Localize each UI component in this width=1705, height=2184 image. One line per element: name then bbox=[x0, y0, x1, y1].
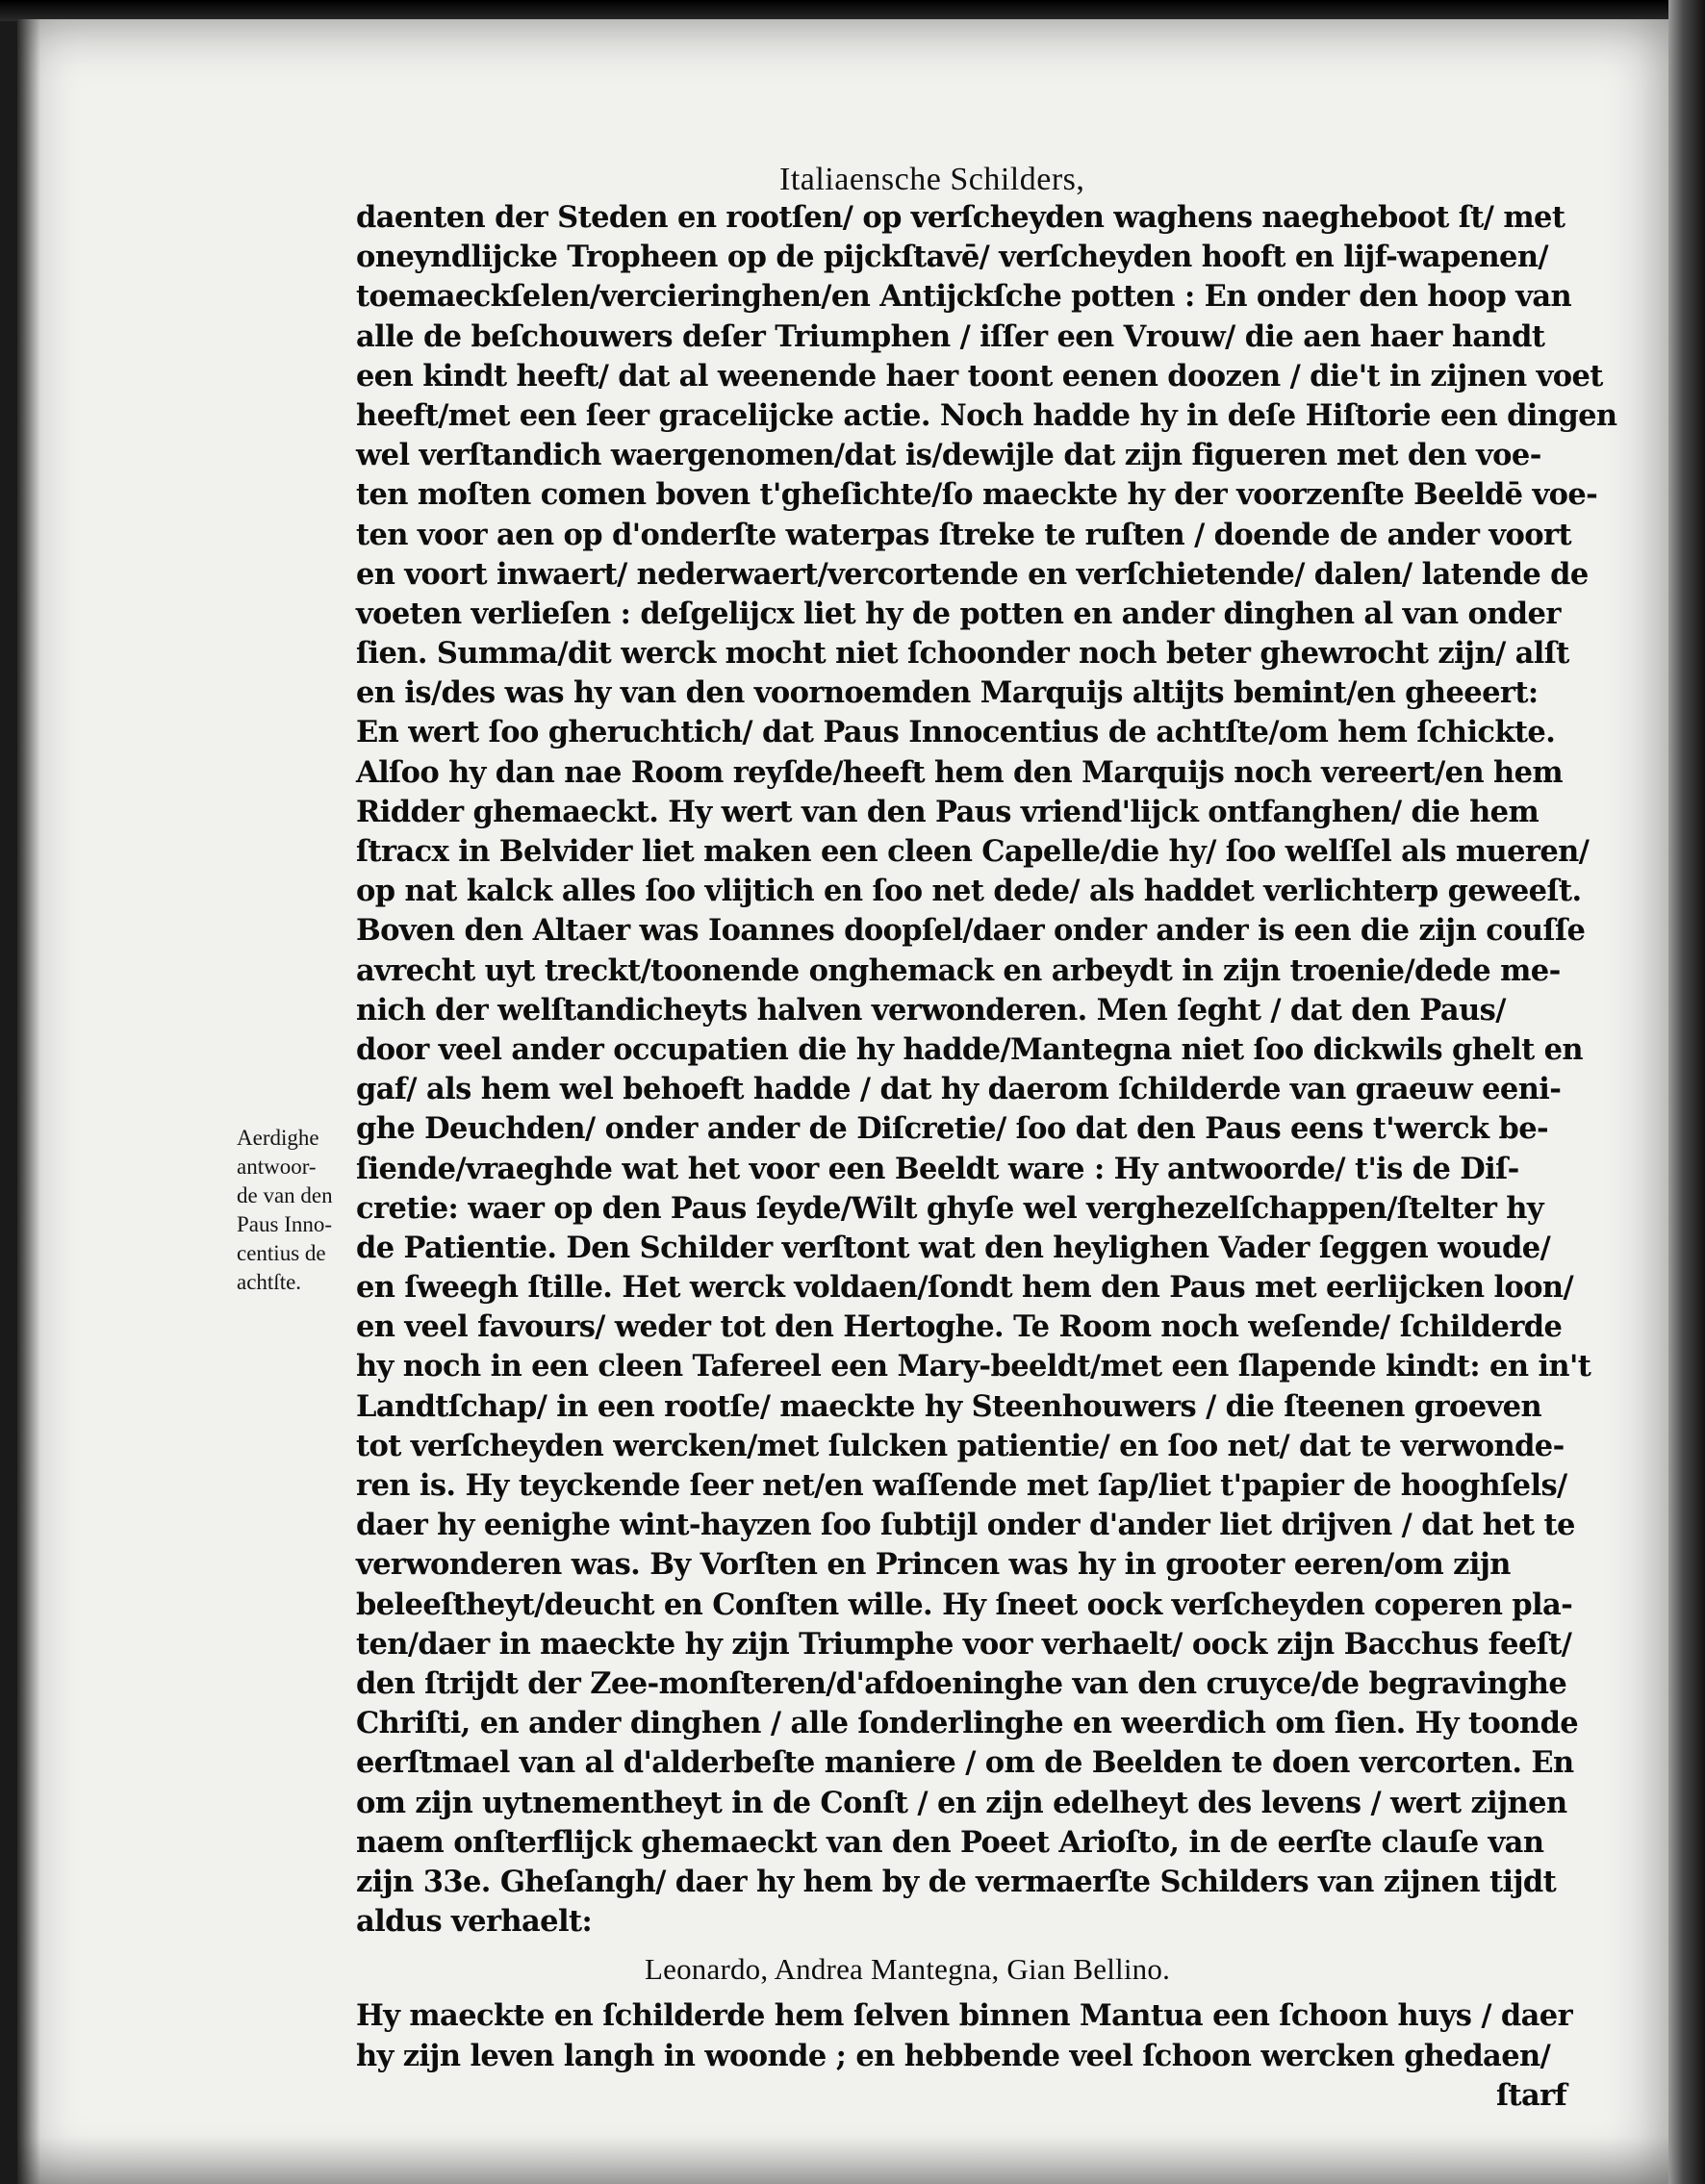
body-line: Chriſti, en ander dinghen / alle ſonderlinghe en weerdich om ſien. Hy toonde bbox=[356, 1706, 1579, 1741]
body-line: daer hy eenighe wint-hayzen ſoo ſubtijl onder d'ander liet drijven / dat het te bbox=[356, 1508, 1575, 1543]
body-line: daenten der Steden en rootſen/ op verſcheyden waghens naegheboot ſt/ met bbox=[356, 200, 1565, 235]
body-line: hy zijn leven langh in woonde ; en hebbende veel ſchoon wercken ghedaen/ bbox=[356, 2038, 1551, 2073]
body-line: ten/daer in maeckte hy zijn Triumphe voor verhaelt/ oock zijn Bacchus feeſt/ bbox=[356, 1626, 1572, 1662]
body-line: ten voor aen op d'onderſte waterpas ſtreke te ruſten / doende de ander voort bbox=[356, 517, 1571, 552]
body-line: avrecht uyt treckt/toonende onghemack en arbeydt in zijn troenie/dede me- bbox=[356, 952, 1561, 988]
page-bottom-stain bbox=[17, 2136, 1668, 2184]
body-line: op nat kalck alles ſoo vlijtich en ſoo net dede/ als haddet verlichterp geweeſt. bbox=[356, 874, 1582, 909]
body-line: ren is. Hy teyckende ſeer net/en waſſende met ſap/liet t'papier de hooghſels/ bbox=[356, 1468, 1567, 1503]
body-line: Hy maeckte en ſchilderde hem ſelven binnen Mantua een ſchoon huys / daer bbox=[356, 1998, 1573, 2034]
catchword: ſtarf bbox=[1496, 2077, 1567, 2113]
scan-right-edge bbox=[1668, 0, 1705, 2184]
body-line: zijn 33e. Gheſangh/ daer hy hem by de vermaerſte Schilders van zijnen tijdt bbox=[356, 1864, 1557, 1899]
body-line: Ridder ghemaeckt. Hy wert van den Paus vriend'lijck ontfanghen/ die hem bbox=[356, 794, 1540, 829]
body-line: beleeſtheyt/deucht en Conſten wille. Hy ſneet oock verſcheyden coperen pla- bbox=[356, 1587, 1573, 1622]
body-line: Boven den Altaer was Ioannes doopſel/daer onder ander is een die zijn couſſe bbox=[356, 913, 1586, 949]
body-line: Landtſchap/ in een rootſe/ maeckte hy Steenhouwers / die ſteenen groeven bbox=[356, 1388, 1542, 1424]
body-line: en voort inwaert/ nederwaert/vercortende en verſchietende/ dalen/ latende de bbox=[356, 556, 1589, 592]
running-head: Italiaensche Schilders, bbox=[779, 162, 1085, 197]
body-line: een kindt heeft/ dat al weenende haer toont eenen doozen / die't in zijnen voet bbox=[356, 358, 1603, 394]
margin-note-line: centius de bbox=[237, 1241, 326, 1265]
body-line: naem onſterflijck ghemaeckt van den Poeet Arioſto, in de eerſte clauſe van bbox=[356, 1824, 1544, 1860]
body-line: toemaeckſelen/vercieringhen/en Antijckſche potten : En onder den hoop van bbox=[356, 279, 1572, 315]
body-line: ghe Deuchden/ onder ander de Diſcretie/ ſoo dat den Paus eens t'werck be- bbox=[356, 1111, 1549, 1147]
body-line: aldus verhaelt: bbox=[356, 1904, 593, 1940]
body-line: heeft/met een ſeer gracelijcke actie. Noch hadde hy in deſe Hiſtorie een dingen bbox=[356, 397, 1617, 433]
margin-note-line: de van den bbox=[237, 1183, 333, 1207]
margin-note-line: antwoor- bbox=[237, 1155, 317, 1179]
body-line: voeten verlieſen : deſgelijcx liet hy de potten en ander dinghen al van onder bbox=[356, 596, 1561, 631]
body-line: alle de beſchouwers deſer Triumphen / iſſer een Vrouw/ die aen haer handt bbox=[356, 318, 1545, 354]
body-line: gaf/ als hem wel behoeft hadde / dat hy daerom ſchilderde van graeuw eeni- bbox=[356, 1072, 1562, 1107]
body-line: den ſtrijdt der Zee-monſteren/d'afdoeninghe van den cruyce/de begravinghe bbox=[356, 1665, 1567, 1701]
body-line: En wert ſoo gheruchtich/ dat Paus Innocentius de achtſte/om hem ſchickte. bbox=[356, 715, 1556, 750]
book-page bbox=[17, 19, 1668, 2184]
body-line: nich der welſtandicheyts halven verwonderen. Men ſeght / dat den Paus/ bbox=[356, 992, 1506, 1028]
body-line: verwonderen was. By Vorſten en Princen was hy in grooter eeren/om zijn bbox=[356, 1547, 1511, 1583]
body-line: ſiende/vraeghde wat het voor een Beeldt ware : Hy antwoorde/ t'is de Diſ- bbox=[356, 1151, 1519, 1186]
body-line: om zijn uytnementheyt in de Conſt / en zijn edelheyt des levens / wert zijnen bbox=[356, 1785, 1567, 1820]
margin-note-line: Aerdighe bbox=[237, 1126, 319, 1150]
scan-top-edge bbox=[0, 0, 1705, 21]
margin-note-line: Paus Inno- bbox=[237, 1212, 333, 1236]
body-text bbox=[356, 198, 1626, 2116]
margin-note-line: achtſte. bbox=[237, 1270, 302, 1294]
page-gutter-shadow bbox=[17, 19, 40, 2184]
body-line: oneyndlijcke Tropheen op de pijckſtavē/ verſcheyden hooft en lijf-wapenen/ bbox=[356, 240, 1548, 275]
body-line: tot verſcheyden wercken/met ſulcken patientie/ en ſoo net/ dat te verwonde- bbox=[356, 1428, 1565, 1463]
body-line: de Patientie. Den Schilder verſtont wat den heylighen Vader ſeggen woude/ bbox=[356, 1230, 1551, 1265]
body-line: Alſoo hy dan nae Room reyſde/heeft hem den Marquijs noch vereert/en hem bbox=[356, 754, 1564, 790]
body-line: ſien. Summa/dit werck mocht niet ſchoonder noch beter ghewrocht zijn/ alſt bbox=[356, 636, 1569, 672]
body-line: en is/des was hy van den voornoemden Marquijs altijts bemint/en gheeert: bbox=[356, 675, 1539, 711]
body-line: ten moſten comen boven t'gheſichte/ſo maeckte hy der voorzenſte Beeldē voe- bbox=[356, 477, 1598, 513]
body-line: ſtracx in Belvider liet maken een cleen Capelle/die hy/ ſoo welſſel als mueren/ bbox=[356, 834, 1590, 869]
body-line: en veel favours/ weder tot den Hertoghe. Te Room noch weſende/ ſchilderde bbox=[356, 1309, 1563, 1345]
body-line: hy noch in een cleen Tafereel een Mary-beeldt/met een ſlapende kindt: en in't bbox=[356, 1349, 1591, 1384]
body-line: wel verſtandich waergenomen/dat is/dewijle dat zijn figueren met den voe- bbox=[356, 438, 1541, 473]
body-line: door veel ander occupatien die hy hadde/Mantegna niet ſoo dickwils ghelt en bbox=[356, 1031, 1583, 1067]
body-line: en ſweegh ſtille. Het werck voldaen/ſondt hem den Paus met eerlijcken loon/ bbox=[356, 1270, 1574, 1306]
body-line: cretie: waer op den Paus ſeyde/Wilt ghyſe wel verghezelſchappen/ſtelter hy bbox=[356, 1190, 1544, 1226]
body-line: eerſtmael van al d'alderbeſte maniere / om de Beelden te doen vercorten. En bbox=[356, 1745, 1574, 1781]
verse-quotation: Leonardo, Andrea Mantegna, Gian Bellino. bbox=[645, 1952, 1171, 1987]
